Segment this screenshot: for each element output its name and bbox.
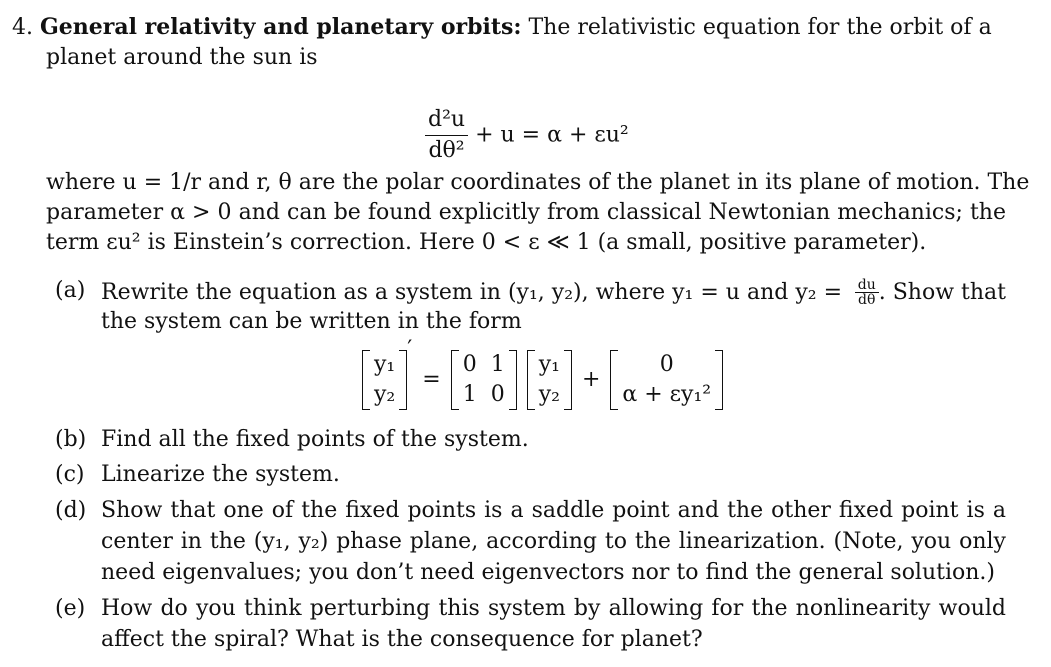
part-c-label: (c) bbox=[55, 462, 85, 487]
part-e-line1: How do you think perturbing this system by allowing for the nonlinearity would bbox=[101, 596, 1006, 621]
matrix-a11: 0 bbox=[462, 352, 477, 377]
part-d-label: (d) bbox=[55, 498, 87, 523]
para-line-3: term εu² is Einstein’s correction. Here 0 < ε ≪ 1 (a small, positive parameter). bbox=[46, 230, 927, 255]
problem-intro-line2: planet around the sun is bbox=[46, 45, 318, 70]
matrix-equation bbox=[362, 337, 723, 410]
y-vec-y2: y₂ bbox=[538, 382, 560, 407]
coefficient-matrix bbox=[451, 350, 517, 410]
part-e-label: (e) bbox=[55, 596, 86, 621]
part-c-text: Linearize the system. bbox=[101, 462, 340, 487]
deriv-numerator: du bbox=[855, 278, 879, 293]
y-vector bbox=[527, 350, 572, 410]
problem-title: General relativity and planetary orbits: bbox=[40, 14, 522, 40]
matrix-a12: 1 bbox=[490, 352, 505, 377]
problem-heading-line bbox=[12, 14, 992, 41]
lhs-vector bbox=[362, 337, 413, 410]
matrix-plus: + bbox=[581, 367, 601, 392]
equation-rhs: + u = α + εu² bbox=[475, 122, 629, 148]
part-e-line2: affect the spiral? What is the consequence for planet? bbox=[101, 627, 703, 652]
problem-intro: The relativistic equation for the orbit of a bbox=[521, 15, 992, 40]
deriv-denominator: dθ bbox=[858, 292, 876, 308]
part-a-text: Rewrite the equation as a system in (y₁, y₂), where y₁ = u and y₂ = bbox=[101, 279, 842, 305]
para-line-1: where u = 1/r and r, θ are the polar coordinates of the planet in its plane of motion. The bbox=[46, 170, 1030, 195]
prime-mark: ′ bbox=[407, 337, 413, 362]
part-d-line3: need eigenvalues; you don’t need eigenvectors nor to find the general solution.) bbox=[101, 560, 996, 585]
y-vec-y1: y₁ bbox=[538, 352, 560, 377]
part-d-line2: center in the (y₁, y₂) phase plane, according to the linearization. (Note, you only bbox=[101, 529, 1006, 554]
part-a-end: . Show that bbox=[878, 279, 1006, 305]
part-d-line1: Show that one of the fixed points is a saddle point and the other fixed point is a bbox=[101, 498, 1006, 523]
lhs-y2: y₂ bbox=[374, 382, 396, 407]
fraction-numerator: d²u bbox=[425, 105, 468, 136]
para-line-2: parameter α > 0 and can be found explicitly from classical Newtonian mechanics; the bbox=[46, 200, 1006, 225]
b-vec-0: 0 bbox=[659, 352, 674, 377]
problem-number: 4. bbox=[12, 15, 33, 40]
part-b-text: Find all the fixed points of the system. bbox=[101, 427, 529, 452]
main-equation bbox=[425, 105, 629, 166]
part-b-label: (b) bbox=[55, 427, 87, 452]
lhs-y1: y₁ bbox=[374, 352, 396, 377]
part-a-line2: the system can be written in the form bbox=[101, 309, 522, 334]
matrix-a22: 0 bbox=[490, 382, 505, 407]
part-a-line1 bbox=[101, 278, 1006, 307]
matrix-a21: 1 bbox=[462, 382, 477, 407]
first-derivative-fraction bbox=[855, 278, 879, 307]
fraction-denominator: dθ² bbox=[428, 138, 465, 163]
b-vec-1: α + εy₁² bbox=[622, 382, 712, 407]
b-vector bbox=[610, 350, 723, 410]
matrix-equals: = bbox=[422, 367, 441, 392]
second-derivative-fraction bbox=[425, 105, 468, 166]
part-a-label: (a) bbox=[55, 278, 86, 303]
